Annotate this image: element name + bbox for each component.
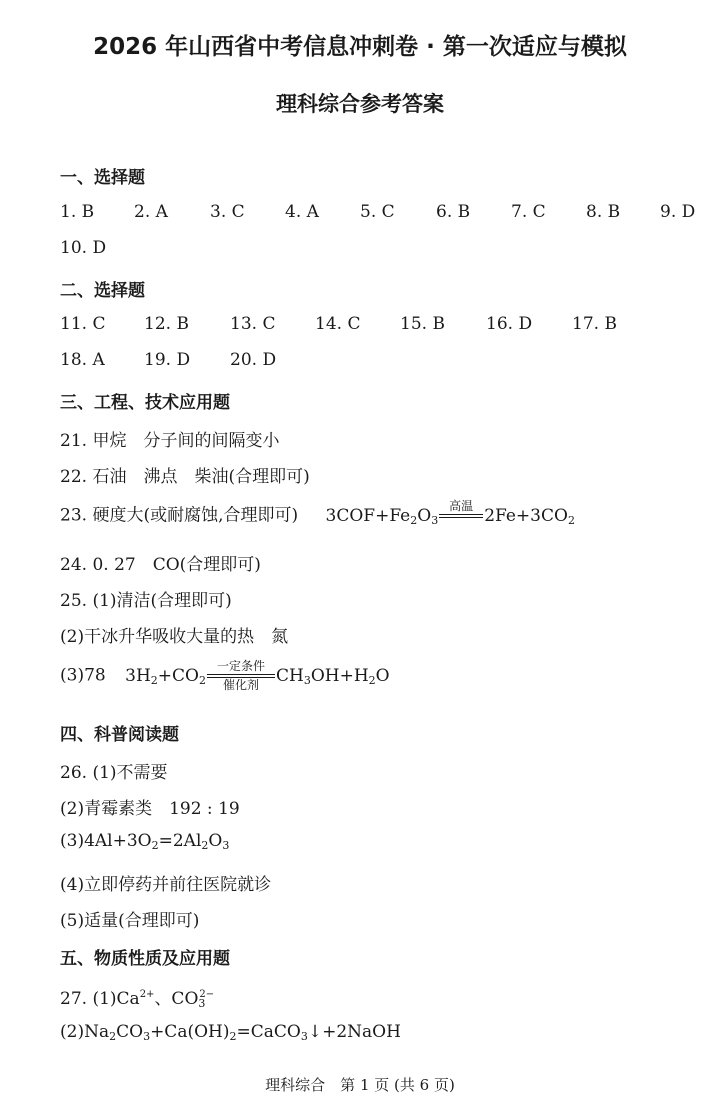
answer-4: 4. A [285, 202, 319, 222]
answer-26-2: (2)青霉素类 192 : 19 [60, 799, 240, 819]
section-heading-choice-2: 二、选择题 [60, 281, 145, 301]
answer-8: 8. B [586, 202, 621, 222]
answer-26-1: 26. (1)不需要 [60, 763, 168, 783]
equation-25-3: $3H_2+CO_2$ 一定条件 催化剂 $CH_3OH+H_2O$ [125, 659, 390, 692]
answer-10: 10. D [60, 238, 107, 258]
condition-catalyst: 催化剂 [222, 678, 259, 692]
answer-27-1-prefix: 27. (1) [60, 989, 117, 1009]
answer-3: 3. C [210, 202, 245, 222]
section-heading-reading: 四、科普阅读题 [60, 725, 179, 745]
answer-17: 17. B [572, 314, 617, 334]
ions-27-1: $Ca^{2+}$、$CO_3^{2-}$ [116, 989, 215, 1010]
equation-27-2: $Na_2CO_3+Ca(OH)_2=CaCO_3↓+2NaOH$ [84, 1022, 401, 1043]
answer-25-2: (2)干冰升华吸收大量的热 氮 [60, 627, 289, 647]
answer-15: 15. B [400, 314, 445, 334]
answer-27-2 [60, 1022, 401, 1042]
answer-21: 21. 甲烷 分子间的间隔变小 [60, 431, 280, 451]
answer-18: 18. A [60, 350, 105, 370]
answer-5: 5. C [360, 202, 395, 222]
answer-19: 19. D [144, 350, 191, 370]
answer-23 [60, 500, 575, 532]
page-footer: 理科综合 第 1 页 (共 6 页) [265, 1076, 455, 1094]
answer-23-text: 23. 硬度大(或耐腐蚀,合理即可) [60, 505, 299, 526]
condition-top: 一定条件 [216, 659, 265, 673]
answer-26-3 [60, 831, 229, 851]
answer-22: 22. 石油 沸点 柴油(合理即可) [60, 467, 310, 487]
answer-25-3-prefix: (3)78 [60, 665, 106, 686]
answer-12: 12. B [144, 314, 189, 334]
equation-23: $3COF+Fe_2O_3$ 高温 $2Fe+3CO_2$ [325, 499, 575, 527]
answer-11: 11. C [60, 314, 106, 334]
answer-26-4: (4)立即停药并前往医院就诊 [60, 875, 272, 895]
answer-25-1: 25. (1)清洁(合理即可) [60, 591, 232, 611]
section-heading-choice-1: 一、选择题 [60, 168, 145, 188]
answer-14: 14. C [315, 314, 361, 334]
answer-20: 20. D [230, 350, 277, 370]
answer-26-5: (5)适量(合理即可) [60, 911, 200, 931]
condition-high-temp: 高温 [449, 499, 474, 513]
answer-7: 7. C [511, 202, 546, 222]
equation-26-3: $4Al+3O_2=2Al_2O_3$ [84, 831, 230, 852]
answer-2: 2. A [134, 202, 168, 222]
answer-6: 6. B [436, 202, 471, 222]
section-heading-engineering: 三、工程、技术应用题 [60, 393, 230, 413]
answer-26-3-prefix: (3) [60, 831, 85, 851]
page-subtitle: 理科综合参考答案 [276, 92, 444, 116]
answer-24: 24. 0. 27 CO(合理即可) [60, 555, 261, 575]
page-title: 2026 年山西省中考信息冲刺卷 · 第一次适应与模拟 [93, 34, 627, 60]
answer-9: 9. D [660, 202, 696, 222]
answer-1: 1. B [60, 202, 95, 222]
answer-25-3 [60, 660, 390, 692]
answer-16: 16. D [486, 314, 533, 334]
section-heading-properties: 五、物质性质及应用题 [60, 949, 230, 969]
answer-27-2-prefix: (2) [60, 1022, 85, 1042]
answer-27-1 [60, 984, 214, 1009]
answer-13: 13. C [230, 314, 276, 334]
